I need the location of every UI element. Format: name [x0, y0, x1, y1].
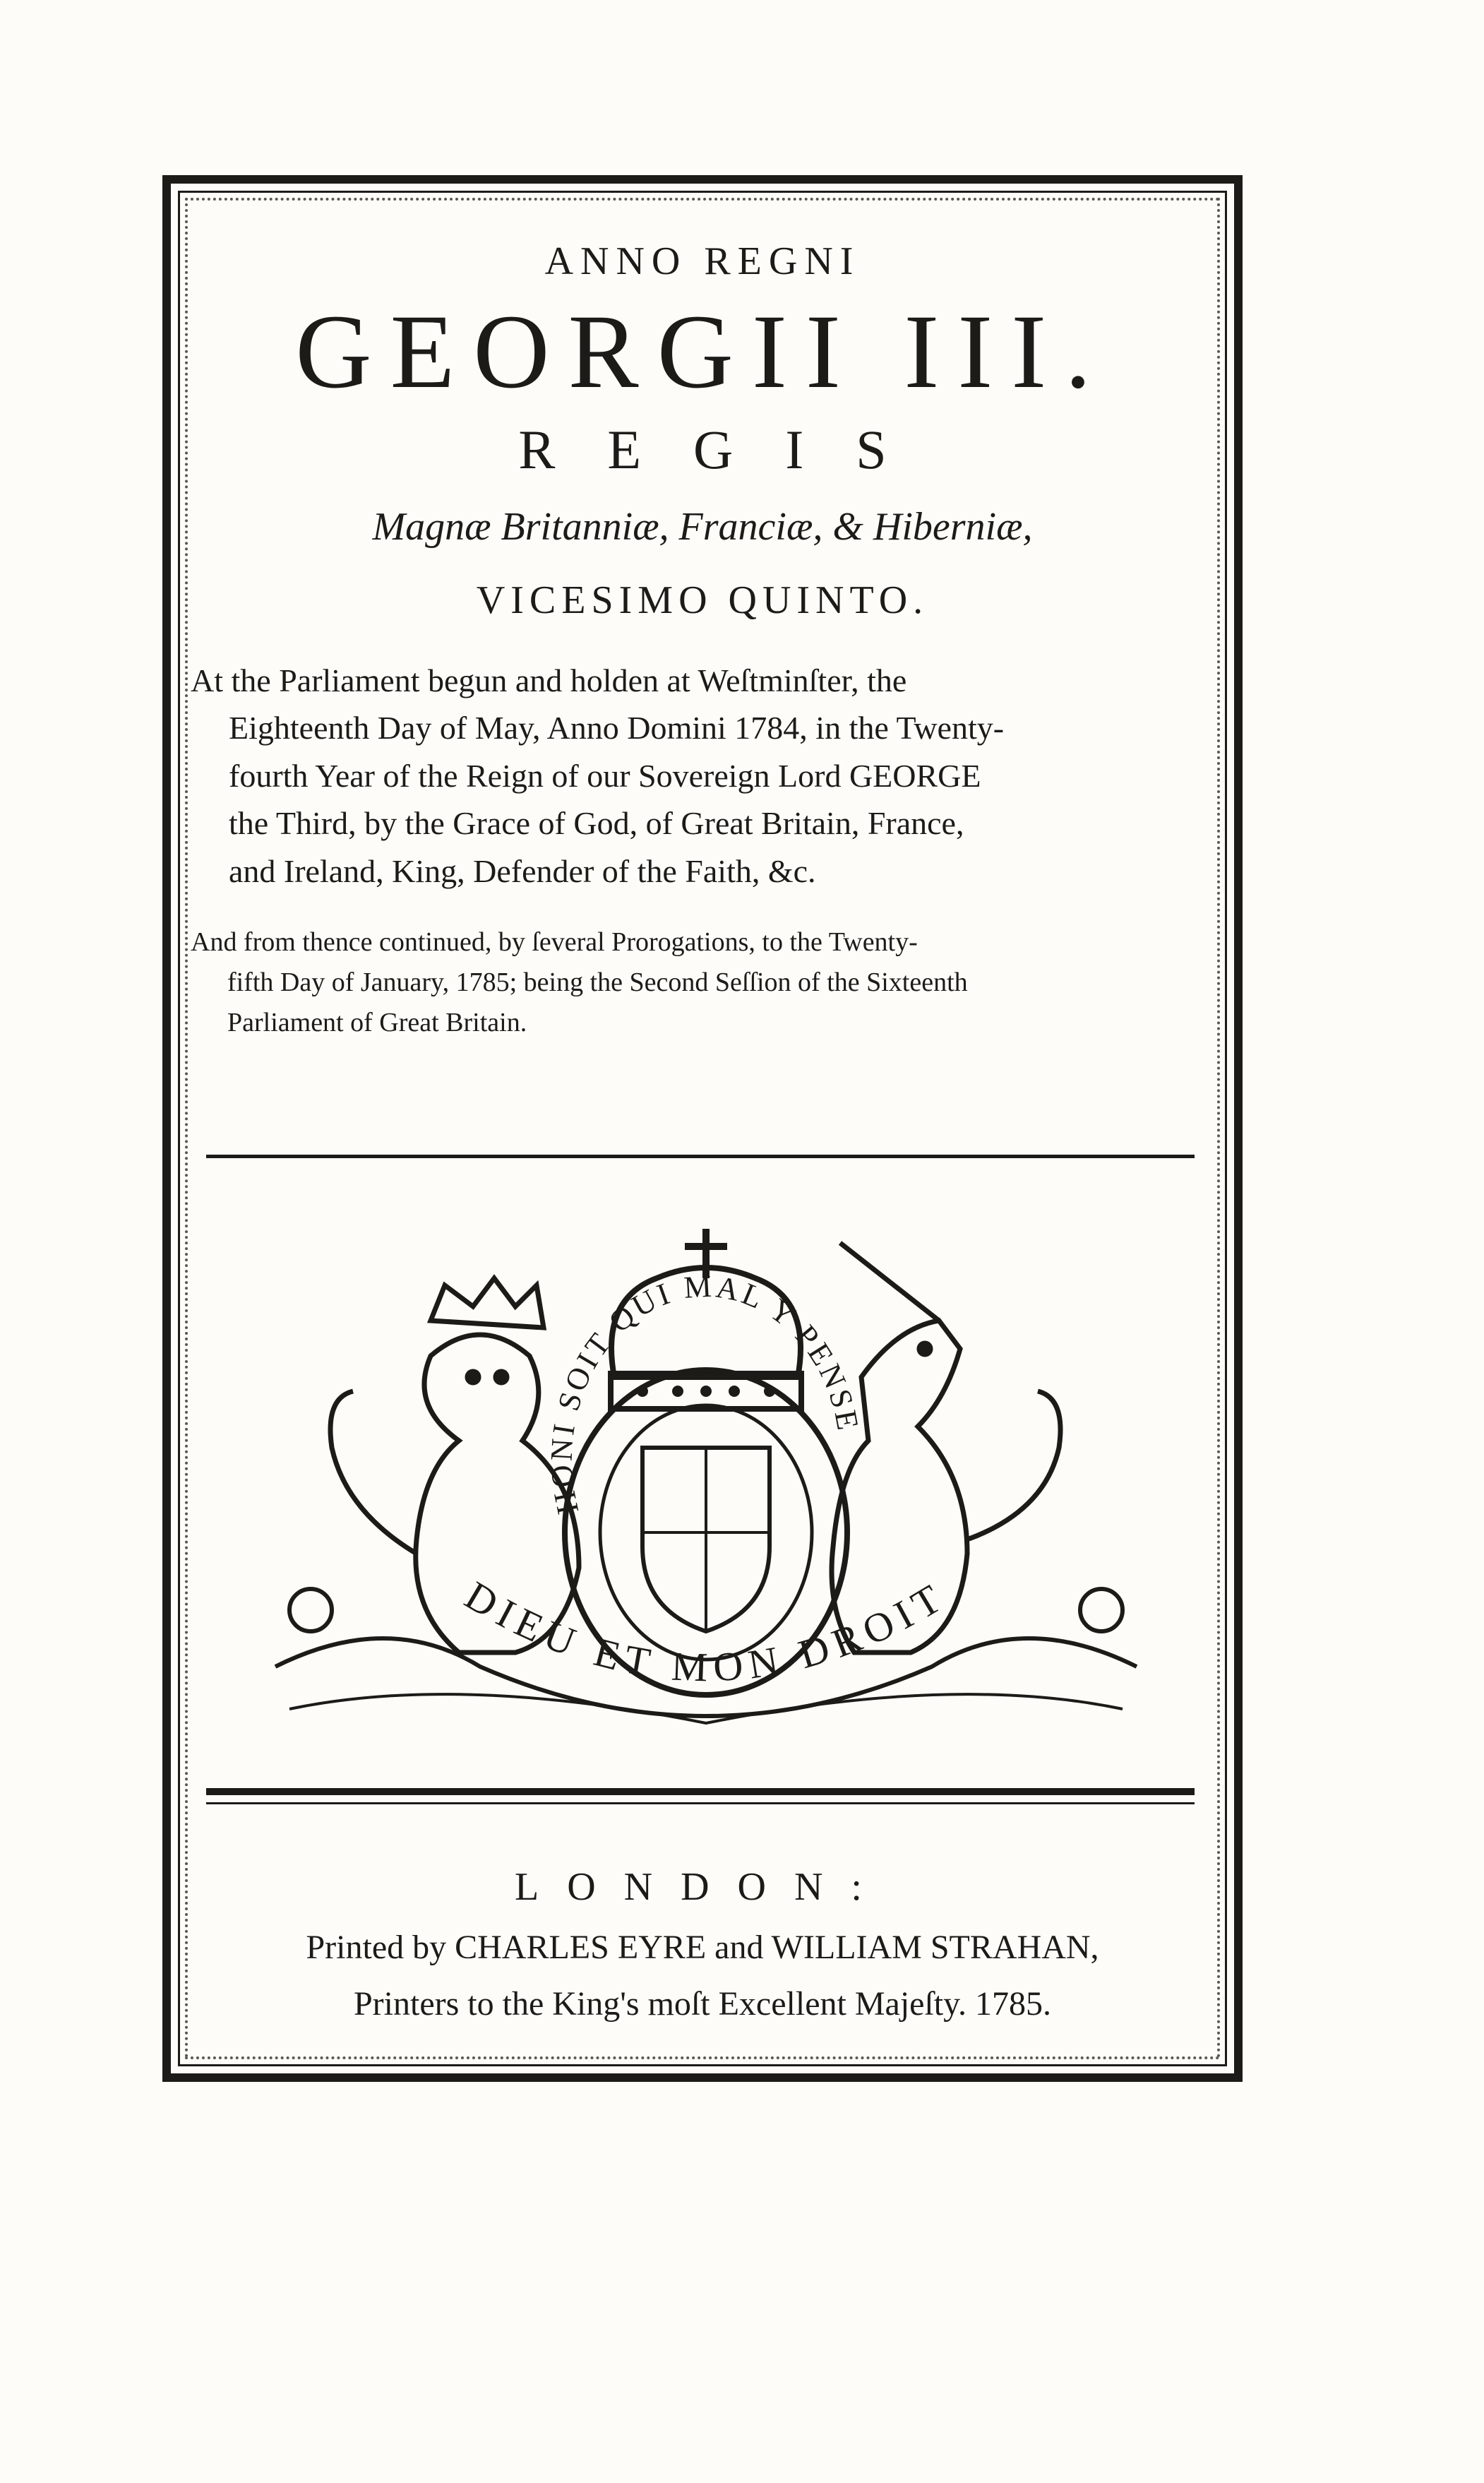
lion-icon [330, 1278, 579, 1653]
garter-motto: HONI SOIT QUI MAL Y PENSE [544, 1268, 866, 1518]
regis-heading: REGIS [518, 418, 939, 480]
parliament-line: the Third, by the Grace of God, of Great Britain, France, [229, 805, 964, 842]
continuation-line: And from thence continued, by ſeveral Prorogations, to the Twenty- [191, 927, 918, 957]
continuation-paragraph [191, 922, 1214, 1043]
continuation-line: Parliament of Great Britain. [227, 1007, 527, 1037]
parliament-line: At the Parliament begun and holden at Weſtminſter, the [191, 662, 907, 698]
kingdoms-line: Magnæ Britanniæ, Franciæ, & Hiberniæ, [372, 504, 1033, 549]
parliament-line: fourth Year of the Reign of our Sovereign Lord GEORGE [229, 757, 981, 794]
parliament-paragraph [191, 657, 1214, 895]
bottom-rule-thin [206, 1802, 1195, 1804]
parliament-line: and Ireland, King, Defender of the Faith, &c. [229, 852, 816, 889]
georgii-heading: GEORGII III. [295, 293, 1110, 410]
imprint-printed-by: Printed by CHARLES EYRE and WILLIAM STRAHAN, [306, 1929, 1099, 1966]
imprint-printers: Printers to the King's moſt Excellent Majeſty. 1785. [353, 1985, 1052, 2023]
parliament-line: Eighteenth Day of May, Anno Domini 1784, in the Twenty- [229, 710, 1005, 746]
top-rule [206, 1155, 1195, 1158]
title-block [191, 205, 1214, 1043]
imprint-city: LONDON: [515, 1865, 890, 1909]
thistle-icon [1080, 1589, 1123, 1631]
reign-year-heading: VICESIMO QUINTO. [476, 578, 929, 622]
unicorn-icon [832, 1243, 1060, 1653]
bottom-rule-thick [206, 1788, 1195, 1795]
rose-icon [289, 1589, 332, 1631]
royal-motto: DIEU ET MON DROIT [457, 1572, 955, 1691]
royal-coat-of-arms [247, 1215, 1165, 1751]
continuation-line: fifth Day of January, 1785; being the Second Seſſion of the Sixteenth [227, 967, 968, 997]
anno-regni-heading: ANNO REGNI [544, 239, 861, 283]
